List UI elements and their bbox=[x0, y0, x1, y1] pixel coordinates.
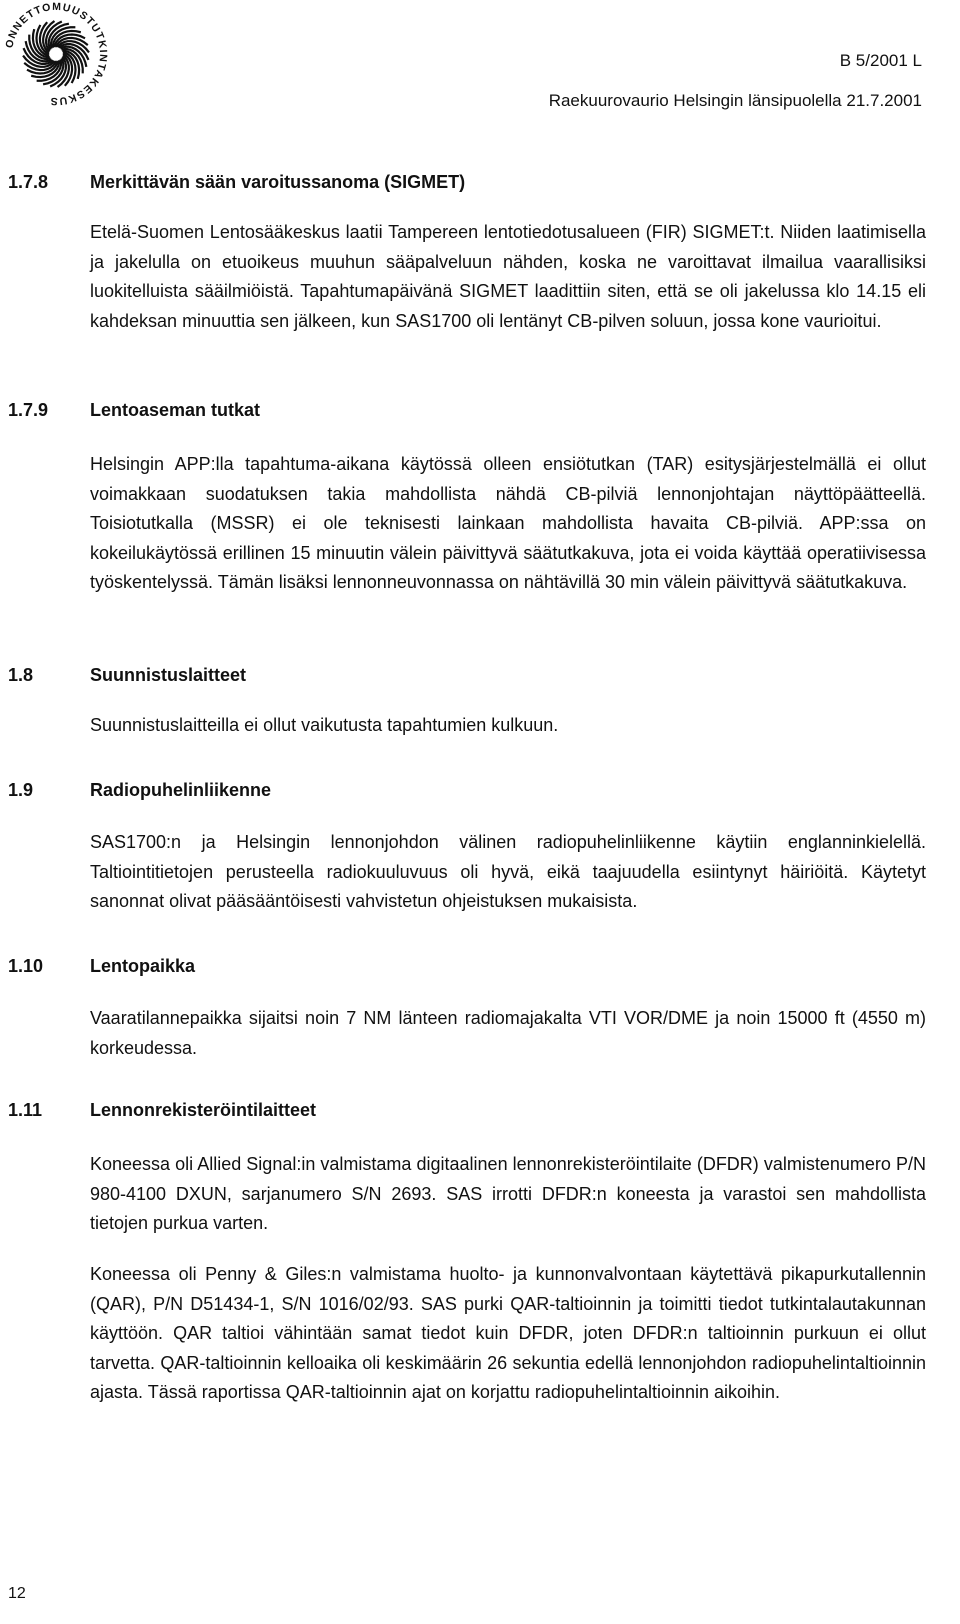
section-number: 1.11 bbox=[8, 1100, 43, 1120]
section-title: Suunnistuslaitteet bbox=[90, 665, 247, 685]
section-number: 1.8 bbox=[8, 665, 34, 685]
section-paragraph: Etelä-Suomen Lentosääkeskus laatii Tampereen lentotiedotusalueen (FIR) SIGMET:t. Niiden laatimisella ja jakelulla on etuoikeus muuhun sääpalveluun nähden, koska ne varoittavat ilmailua vaarallisiksi luokitelluista sääilmiöistä. Tapahtumapäivänä SIGMET laadittiin siten, että se oli jakelussa klo 14.15 eli kahdeksan minuuttia sen jälkeen, kun SAS1700 oli lentänyt CB-pilven soluun, jossa kone vaurioitui. bbox=[90, 222, 926, 331]
section-number: 1.9 bbox=[8, 780, 34, 800]
section-title: Lennonrekisteröintilaitteet bbox=[90, 1100, 317, 1120]
section-number: 1.7.8 bbox=[8, 172, 49, 192]
section-paragraph: Suunnistuslaitteilla ei ollut vaikutusta tapahtumien kulkuun. bbox=[90, 715, 559, 735]
page-number: 12 bbox=[8, 1585, 26, 1602]
section-title: Lentoaseman tutkat bbox=[90, 400, 261, 420]
section-paragraph: SAS1700:n ja Helsingin lennonjohdon välinen radiopuhelinliikenne käytiin englanninkielellä. Taltiointitietojen perusteella radiokuuluvuus oli hyvä, eikä taajuudella esiintynyt häiriöitä. Käytetyt sanonnat olivat pääsääntöisesti vahvistetun ohjeistuksen mukaisista. bbox=[90, 832, 926, 912]
section-number: 1.7.9 bbox=[8, 400, 49, 420]
report-title: Raekuurovaurio Helsingin länsipuolella 21.7.2001 bbox=[548, 91, 922, 110]
section-paragraph: Vaaratilannepaikka sijaitsi noin 7 NM länteen radiomajakalta VTI VOR/DME ja noin 15000 ft (4550 m) korkeudessa. bbox=[90, 1008, 926, 1058]
report-code: B 5/2001 L bbox=[839, 51, 922, 70]
svg-text:ONNETTOMUUSTUTKINTAKESKUS: ONNETTOMUUSTUTKINTAKESKUS bbox=[3, 0, 110, 108]
section-paragraph: Koneessa oli Penny & Giles:n valmistama huolto- ja kunnonvalvontaan käytettävä pikapurkutallennin (QAR), P/N D51434-1, S/N 1016/02/93. SAS purki QAR-taltioinnin ja toimitti tiedot tutkintalautakunnan käyttöön. QAR taltioi vähintään samat tiedot kuin DFDR, joten DFDR:n taltioinnin purkuun ei ollut tarvetta. QAR-taltioinnin kelloaika oli keskimäärin 26 sekuntia edellä lennonjohdon radiopuhelintaltioinnin ajasta. Tässä raportissa QAR-taltioinnin ajat on korjattu radiopuhelintaltioinnin aikoihin. bbox=[90, 1264, 926, 1403]
agency-logo-icon bbox=[0, 0, 112, 108]
section-paragraph: Koneessa oli Allied Signal:in valmistama digitaalinen lennonrekisteröintilaite (DFDR) valmistenumero P/N 980-4100 DXUN, sarjanumero S/N 2693. SAS irrotti DFDR:n koneesta ja varastoi sen mahdollista tietojen purkua varten. bbox=[90, 1154, 926, 1234]
section-number: 1.10 bbox=[8, 956, 44, 976]
section-title: Merkittävän sään varoitussanoma (SIGMET) bbox=[90, 172, 466, 192]
section-title: Lentopaikka bbox=[90, 956, 196, 976]
section-title: Radiopuhelinliikenne bbox=[90, 780, 272, 800]
section-paragraph: Helsingin APP:lla tapahtuma-aikana käytössä olleen ensiötutkan (TAR) esitysjärjestelmällä ei ollut voimakkaan suodatuksen takia mahdollista nähdä CB-pilviä lennonjohtajan näyttöpäätteellä. Toisiotutkalla (MSSR) ei ole teknisesti lainkaan mahdollista havaita CB-pilviä. APP:ssa on kokeilukäytössä erillinen 15 minuutin välein päivittyvä säätutkakuva, jota ei voida käyttää operatiivisessa työskentelyssä. Tämän lisäksi lennonneuvonnassa on nähtävillä 30 min välein päivittyvä säätutkakuva. bbox=[90, 454, 926, 593]
